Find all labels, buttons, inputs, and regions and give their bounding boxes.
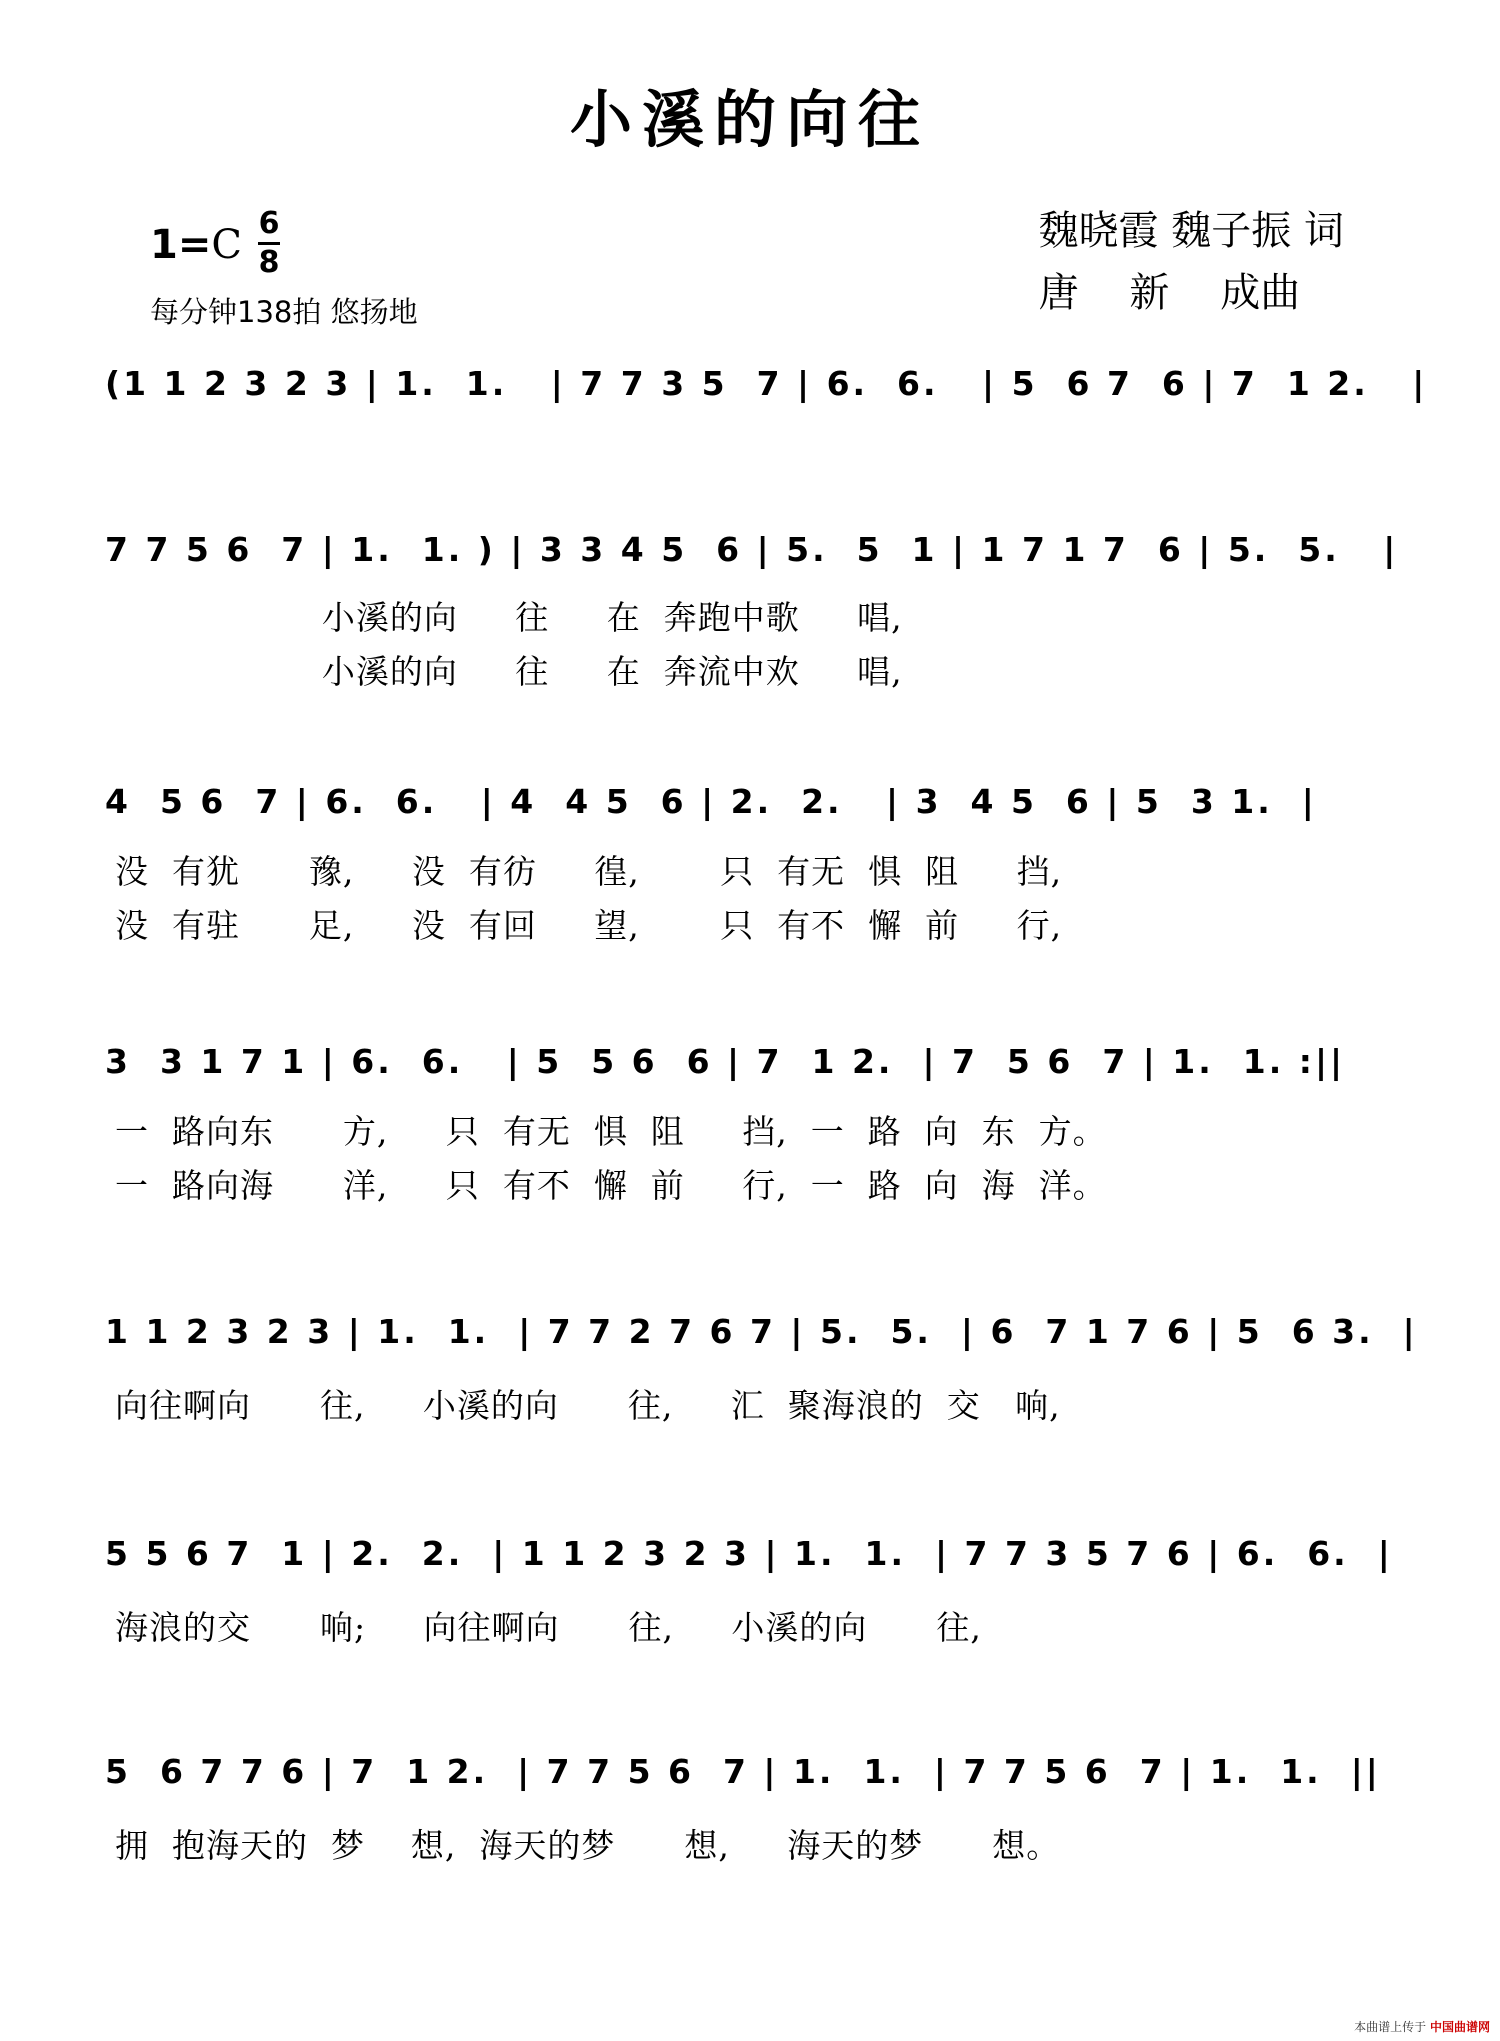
- footer-brand: 中国曲谱网: [1429, 2020, 1490, 2034]
- composer-credit: 唐 新 成曲: [1038, 270, 1301, 316]
- notation-line: 1 1 2 3 2 3 | 1. 1. | 7 7 2 7 6 7 | 5. 5. | 6 7 1 7 6 | 5 6 3. |: [105, 1312, 1418, 1351]
- lyric-line: 没 有犹 豫, 没 有彷 徨, 只 有无 惧 阻 挡,: [115, 852, 1063, 891]
- notation-line: 7 7 5 6 7 | 1. 1. ) | 3 3 4 5 6 | 5. 5 1 | 1 7 1 7 6 | 5. 5. |: [105, 530, 1399, 569]
- time-bottom: 8: [258, 245, 280, 280]
- time-top: 6: [258, 206, 280, 241]
- key-note: C: [211, 222, 242, 268]
- lyric-line: 拥 抱海天的 梦 想, 海天的梦 想, 海天的梦 想。: [115, 1826, 1061, 1865]
- lyric-line: 小溪的向 往 在 奔流中欢 唱,: [115, 652, 903, 691]
- credits: [1039, 200, 1344, 324]
- notation-line: (1 1 2 3 2 3 | 1. 1. | 7 7 3 5 7 | 6. 6. | 5 6 7 6 | 7 1 2. |: [105, 364, 1428, 403]
- lyric-line: 海浪的交 响; 向往啊向 往, 小溪的向 往,: [115, 1608, 982, 1647]
- key-signature: [150, 222, 242, 268]
- key-tonic: 1=: [150, 222, 212, 268]
- lyric-line: 没 有驻 足, 没 有回 望, 只 有不 懈 前 行,: [115, 906, 1063, 945]
- notation-line: 5 5 6 7 1 | 2. 2. | 1 1 2 3 2 3 | 1. 1. | 7 7 3 5 7 6 | 6. 6. |: [105, 1534, 1393, 1573]
- tempo-marking: 每分钟138拍 悠扬地: [150, 295, 418, 329]
- lyric-line: 向往啊向 往, 小溪的向 往, 汇 聚海浪的 交 响,: [115, 1386, 1061, 1425]
- notation-line: 4 5 6 7 | 6. 6. | 4 4 5 6 | 2. 2. | 3 4 5 6 | 5 3 1. |: [105, 782, 1317, 821]
- footer-text: 本曲谱上传于: [1354, 2020, 1427, 2034]
- notation-line: 5 6 7 7 6 | 7 1 2. | 7 7 5 6 7 | 1. 1. | 7 7 5 6 7 | 1. 1. ||: [105, 1752, 1381, 1791]
- footer-credit: [1354, 2018, 1490, 2035]
- time-signature: [258, 206, 280, 281]
- lyric-line: 一 路向东 方, 只 有无 惧 阻 挡, 一 路 向 东 方。: [115, 1112, 1107, 1151]
- lyric-line: 小溪的向 往 在 奔跑中歌 唱,: [115, 598, 903, 637]
- notation-line: 3 3 1 7 1 | 6. 6. | 5 5 6 6 | 7 1 2. | 7 5 6 7 | 1. 1. :||: [105, 1042, 1346, 1081]
- song-title: 小溪的向往: [569, 83, 930, 156]
- lyric-line: 一 路向海 洋, 只 有不 懈 前 行, 一 路 向 海 洋。: [115, 1166, 1107, 1205]
- lyricist-credit: 魏晓霞 魏子振 词: [1038, 208, 1344, 254]
